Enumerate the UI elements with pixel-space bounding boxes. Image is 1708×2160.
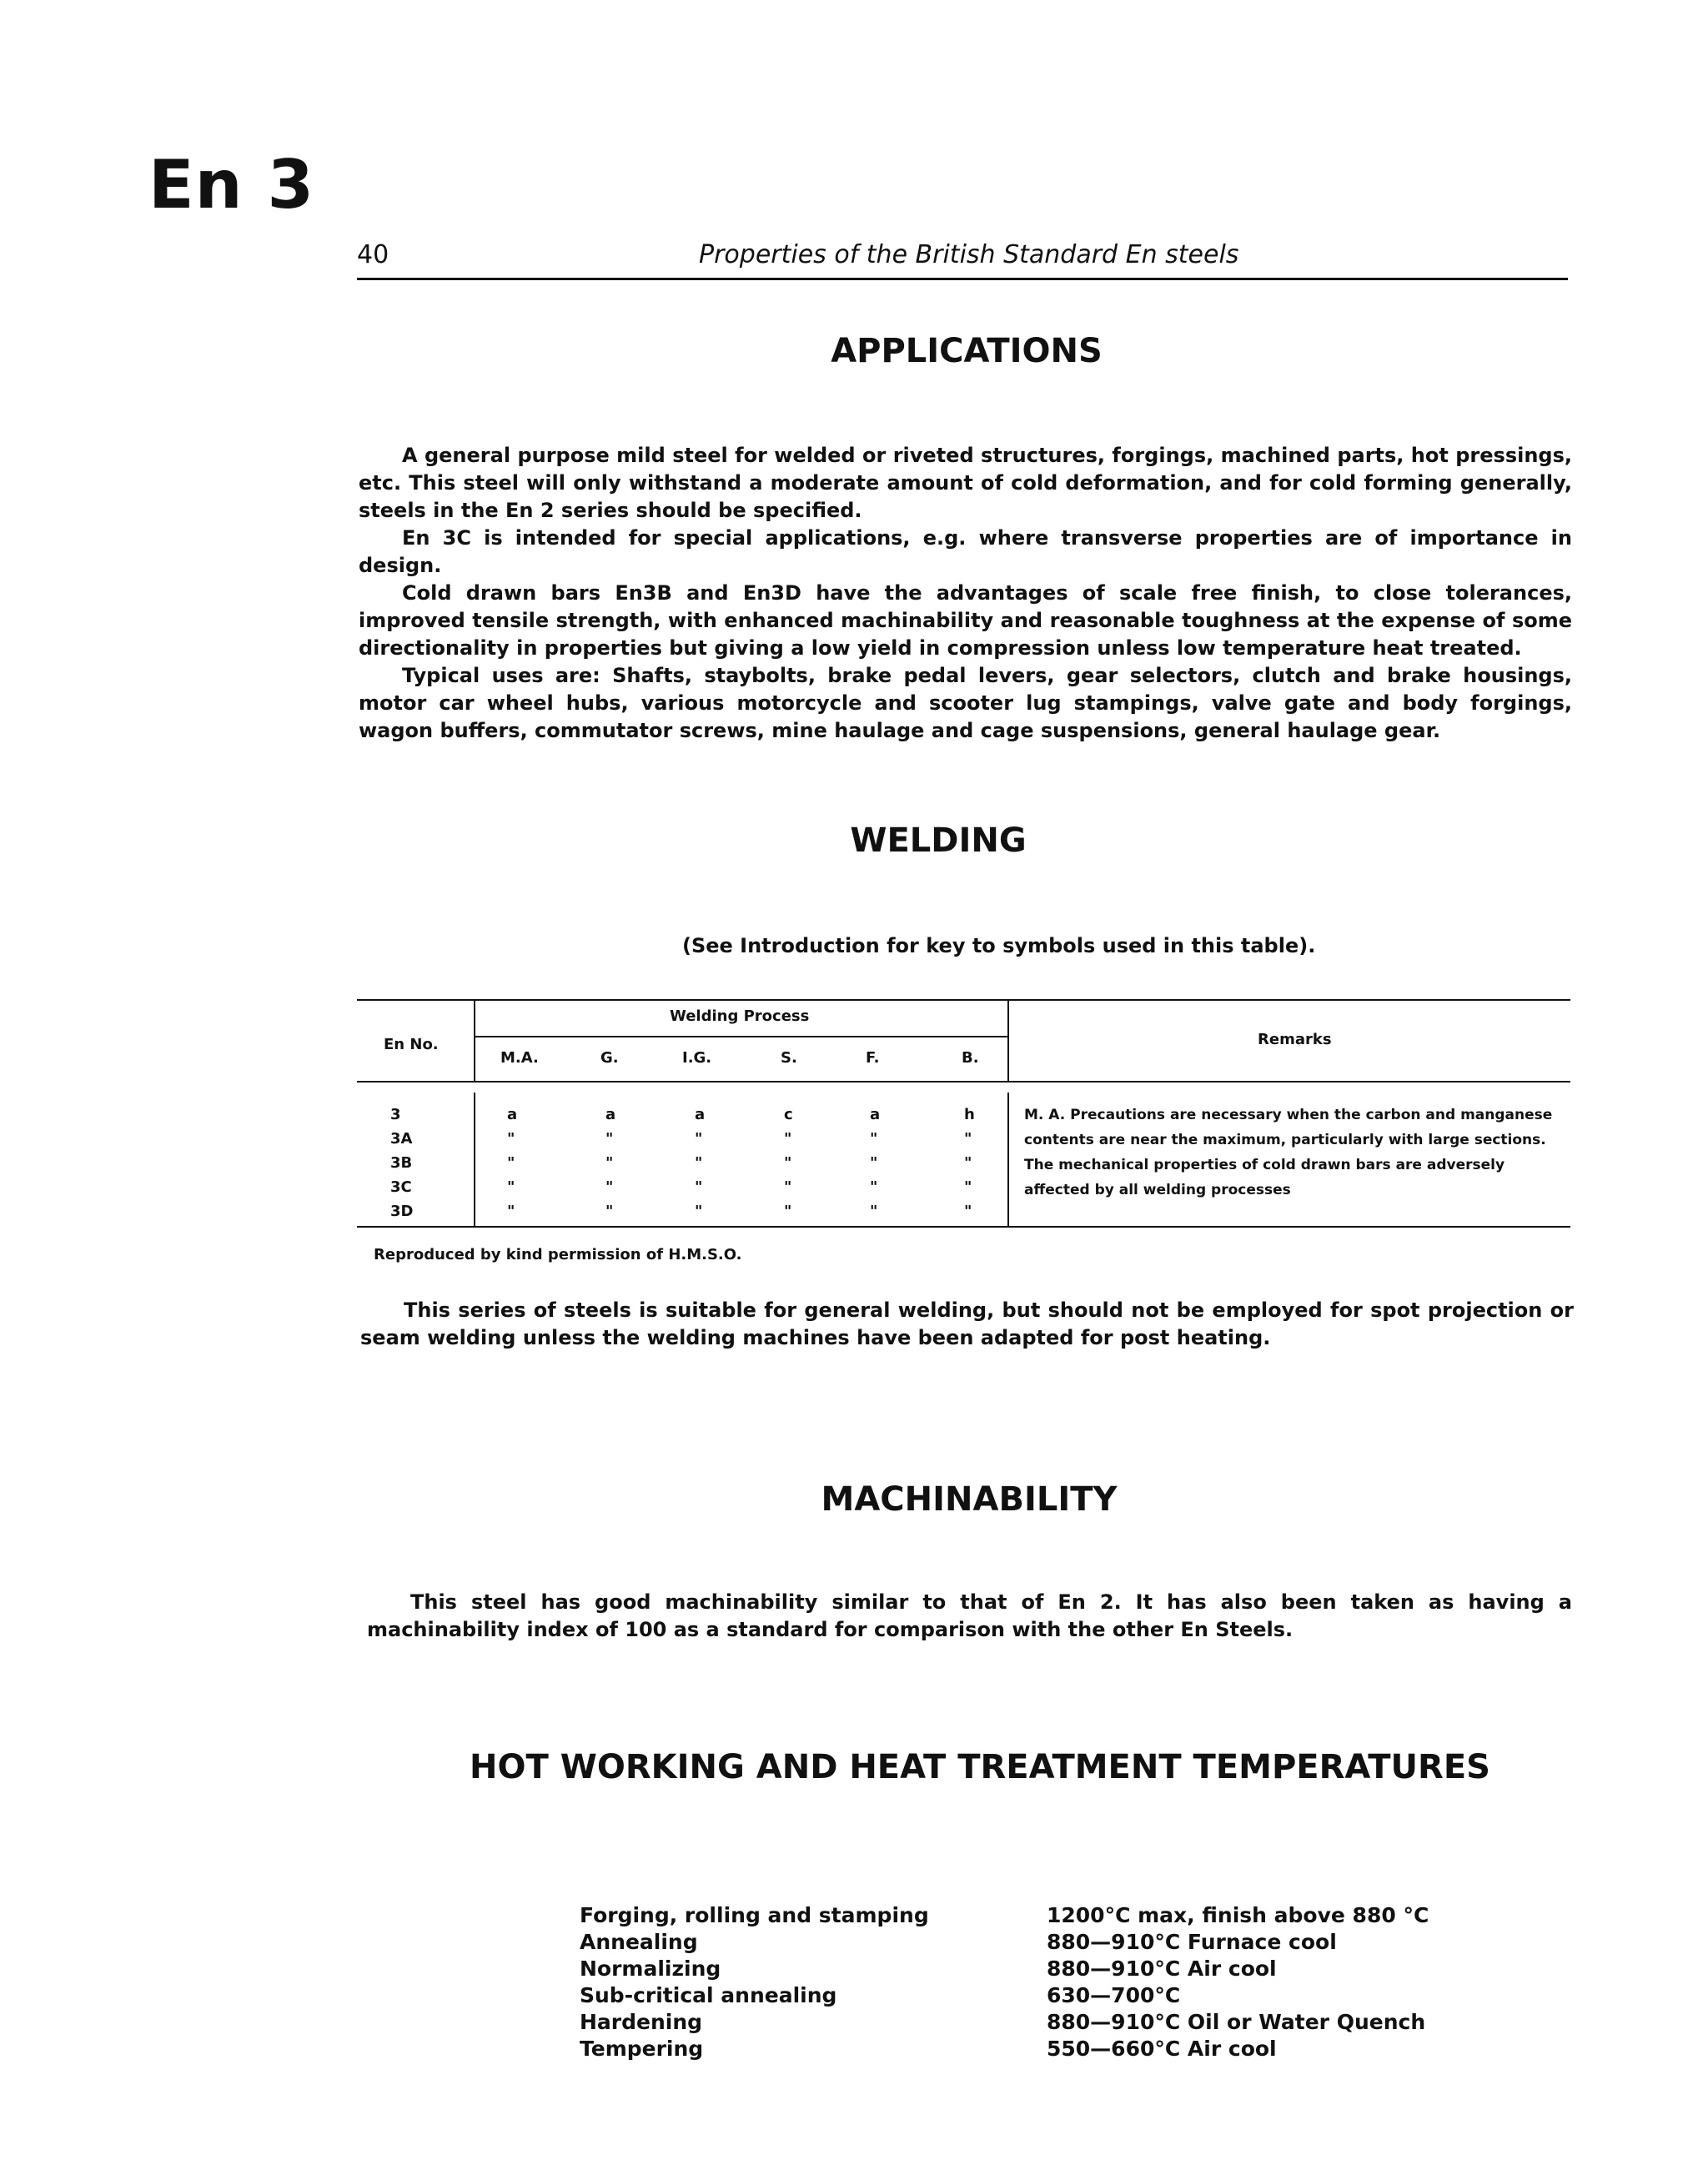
remarks-cell: M. A. Precautions are necessary when the carbon and manganese contents are near the maximum, particularly with large sections. The mechanical properties of cold drawn bars are adversely affected by all welding processes bbox=[1024, 1107, 1553, 1198]
temperature-row bbox=[580, 1957, 1455, 1983]
process-cell: " bbox=[964, 1203, 972, 1220]
reproduction-credit: Reproduced by kind permission of H.M.S.O. bbox=[374, 1246, 742, 1263]
applications-heading: APPLICATIONS bbox=[831, 332, 1103, 370]
page-number: 40 bbox=[357, 240, 389, 269]
process-cell: " bbox=[784, 1130, 792, 1148]
process-label: Hardening bbox=[580, 2010, 703, 2034]
table-bottom-rule bbox=[357, 1226, 1570, 1228]
applications-body bbox=[359, 442, 1572, 745]
process-cell: " bbox=[605, 1154, 614, 1172]
temperature-row bbox=[580, 1930, 1455, 1957]
en-no-header: En No. bbox=[384, 1036, 439, 1053]
process-col-ig: I.G. bbox=[682, 1049, 712, 1067]
process-cell: " bbox=[695, 1178, 703, 1196]
applications-paragraph: Cold drawn bars En3B and En3D have the advantages of scale free finish, to close tolerances, improved tensile strength, with enhanced machinability and reasonable toughness at the expense of some directionality in properties but giving a low yield in compression unless low temperature heat treated. bbox=[359, 581, 1572, 660]
process-cell: h bbox=[964, 1106, 975, 1123]
welding-table bbox=[357, 999, 1570, 1241]
process-cell: " bbox=[695, 1154, 703, 1172]
process-cell: a bbox=[605, 1106, 616, 1123]
process-cell: " bbox=[870, 1130, 878, 1148]
temperature-row bbox=[580, 2010, 1455, 2037]
en-no-cell: 3D bbox=[390, 1203, 414, 1220]
welding-paragraph: This series of steels is suitable for general welding, but should not be employed for spot projection or seam welding unless the welding machines have been adapted for post heating. bbox=[360, 1299, 1574, 1349]
process-cell: " bbox=[784, 1154, 792, 1172]
en-no-cell: 3 bbox=[390, 1106, 401, 1123]
process-col-b: B. bbox=[962, 1049, 979, 1067]
applications-paragraph: A general purpose mild steel for welded or riveted structures, forgings, machined parts, hot pressings, etc. This steel will only withstand a moderate amount of cold deformation, and for cold forming generally, steels in the En 2 series should be specified. bbox=[359, 444, 1572, 522]
process-cell: " bbox=[964, 1130, 972, 1148]
process-cell: " bbox=[784, 1203, 792, 1220]
process-cell: " bbox=[605, 1130, 614, 1148]
process-cell: a bbox=[507, 1106, 518, 1123]
process-col-ma: M.A. bbox=[500, 1049, 539, 1067]
process-cell: " bbox=[695, 1130, 703, 1148]
process-label: Tempering bbox=[580, 2037, 704, 2061]
remarks-header: Remarks bbox=[1258, 1031, 1332, 1048]
table-divider bbox=[1007, 1093, 1009, 1226]
process-cell: " bbox=[870, 1178, 878, 1196]
process-cell: " bbox=[964, 1154, 972, 1172]
process-subheader-rule bbox=[474, 1036, 1007, 1037]
hot-working-heading: HOT WORKING AND HEAT TREATMENT TEMPERATURES bbox=[470, 1748, 1490, 1786]
table-top-rule bbox=[357, 999, 1570, 1001]
temperature-value: 880—910°C Oil or Water Quench bbox=[1047, 2010, 1426, 2034]
en-no-cell: 3C bbox=[390, 1178, 412, 1196]
welding-heading: WELDING bbox=[850, 821, 1027, 860]
temperature-value: 880—910°C Furnace cool bbox=[1047, 1930, 1337, 1954]
table-divider bbox=[474, 999, 475, 1081]
table-divider bbox=[1007, 999, 1009, 1081]
en-no-cell: 3A bbox=[390, 1130, 413, 1148]
en-no-cell: 3B bbox=[390, 1154, 413, 1172]
process-cell: " bbox=[605, 1203, 614, 1220]
temperature-value: 550—660°C Air cool bbox=[1047, 2037, 1277, 2061]
process-cell: " bbox=[507, 1154, 515, 1172]
process-cell: " bbox=[870, 1154, 878, 1172]
process-cell: " bbox=[964, 1178, 972, 1196]
table-header-rule bbox=[357, 1081, 1570, 1083]
process-cell: " bbox=[507, 1203, 515, 1220]
process-cell: " bbox=[507, 1130, 515, 1148]
process-label: Annealing bbox=[580, 1930, 698, 1954]
process-label: Normalizing bbox=[580, 1957, 721, 1981]
machinability-heading: MACHINABILITY bbox=[821, 1480, 1118, 1519]
temperature-row bbox=[580, 2037, 1455, 2063]
page-title: En 3 bbox=[148, 146, 315, 224]
temperature-list bbox=[580, 1903, 1455, 2063]
process-cell: " bbox=[870, 1203, 878, 1220]
process-col-f: F. bbox=[866, 1049, 880, 1067]
machinability-body bbox=[367, 1589, 1572, 1644]
process-col-s: S. bbox=[781, 1049, 797, 1067]
process-label: Sub-critical annealing bbox=[580, 1983, 837, 2007]
process-label: Forging, rolling and stamping bbox=[580, 1903, 929, 1927]
temperature-row bbox=[580, 1903, 1455, 1930]
process-cell: a bbox=[695, 1106, 706, 1123]
process-cell: c bbox=[784, 1106, 793, 1123]
process-col-g: G. bbox=[600, 1049, 619, 1067]
temperature-row bbox=[580, 1983, 1455, 2010]
table-divider bbox=[474, 1093, 475, 1226]
header-rule bbox=[357, 278, 1568, 280]
machinability-paragraph: This steel has good machinability similar to that of En 2. It has also been taken as having a machinability index of 100 as a standard for comparison with the other En Steels. bbox=[367, 1590, 1572, 1641]
applications-paragraph: En 3C is intended for special applications, e.g. where transverse properties are of importance in design. bbox=[359, 526, 1572, 577]
running-head: Properties of the British Standard En steels bbox=[699, 240, 1239, 269]
process-cell: " bbox=[784, 1178, 792, 1196]
temperature-value: 1200°C max, finish above 880 °C bbox=[1047, 1903, 1429, 1927]
process-cell: " bbox=[507, 1178, 515, 1196]
process-cell: " bbox=[695, 1203, 703, 1220]
temperature-value: 880—910°C Air cool bbox=[1047, 1957, 1277, 1981]
welding-process-header: Welding Process bbox=[670, 1007, 810, 1025]
temperature-value: 630—700°C bbox=[1047, 1983, 1181, 2007]
welding-note: (See Introduction for key to symbols used in this table). bbox=[682, 934, 1316, 957]
welding-body bbox=[360, 1297, 1574, 1352]
process-cell: a bbox=[870, 1106, 881, 1123]
process-cell: " bbox=[605, 1178, 614, 1196]
applications-paragraph: Typical uses are: Shafts, staybolts, brake pedal levers, gear selectors, clutch and brake housings, motor car wheel hubs, various motorcycle and scooter lug stampings, valve gate and body forgings, wagon buffers, commutator screws, mine haulage and cage suspensions, general haulage gear. bbox=[359, 664, 1572, 742]
